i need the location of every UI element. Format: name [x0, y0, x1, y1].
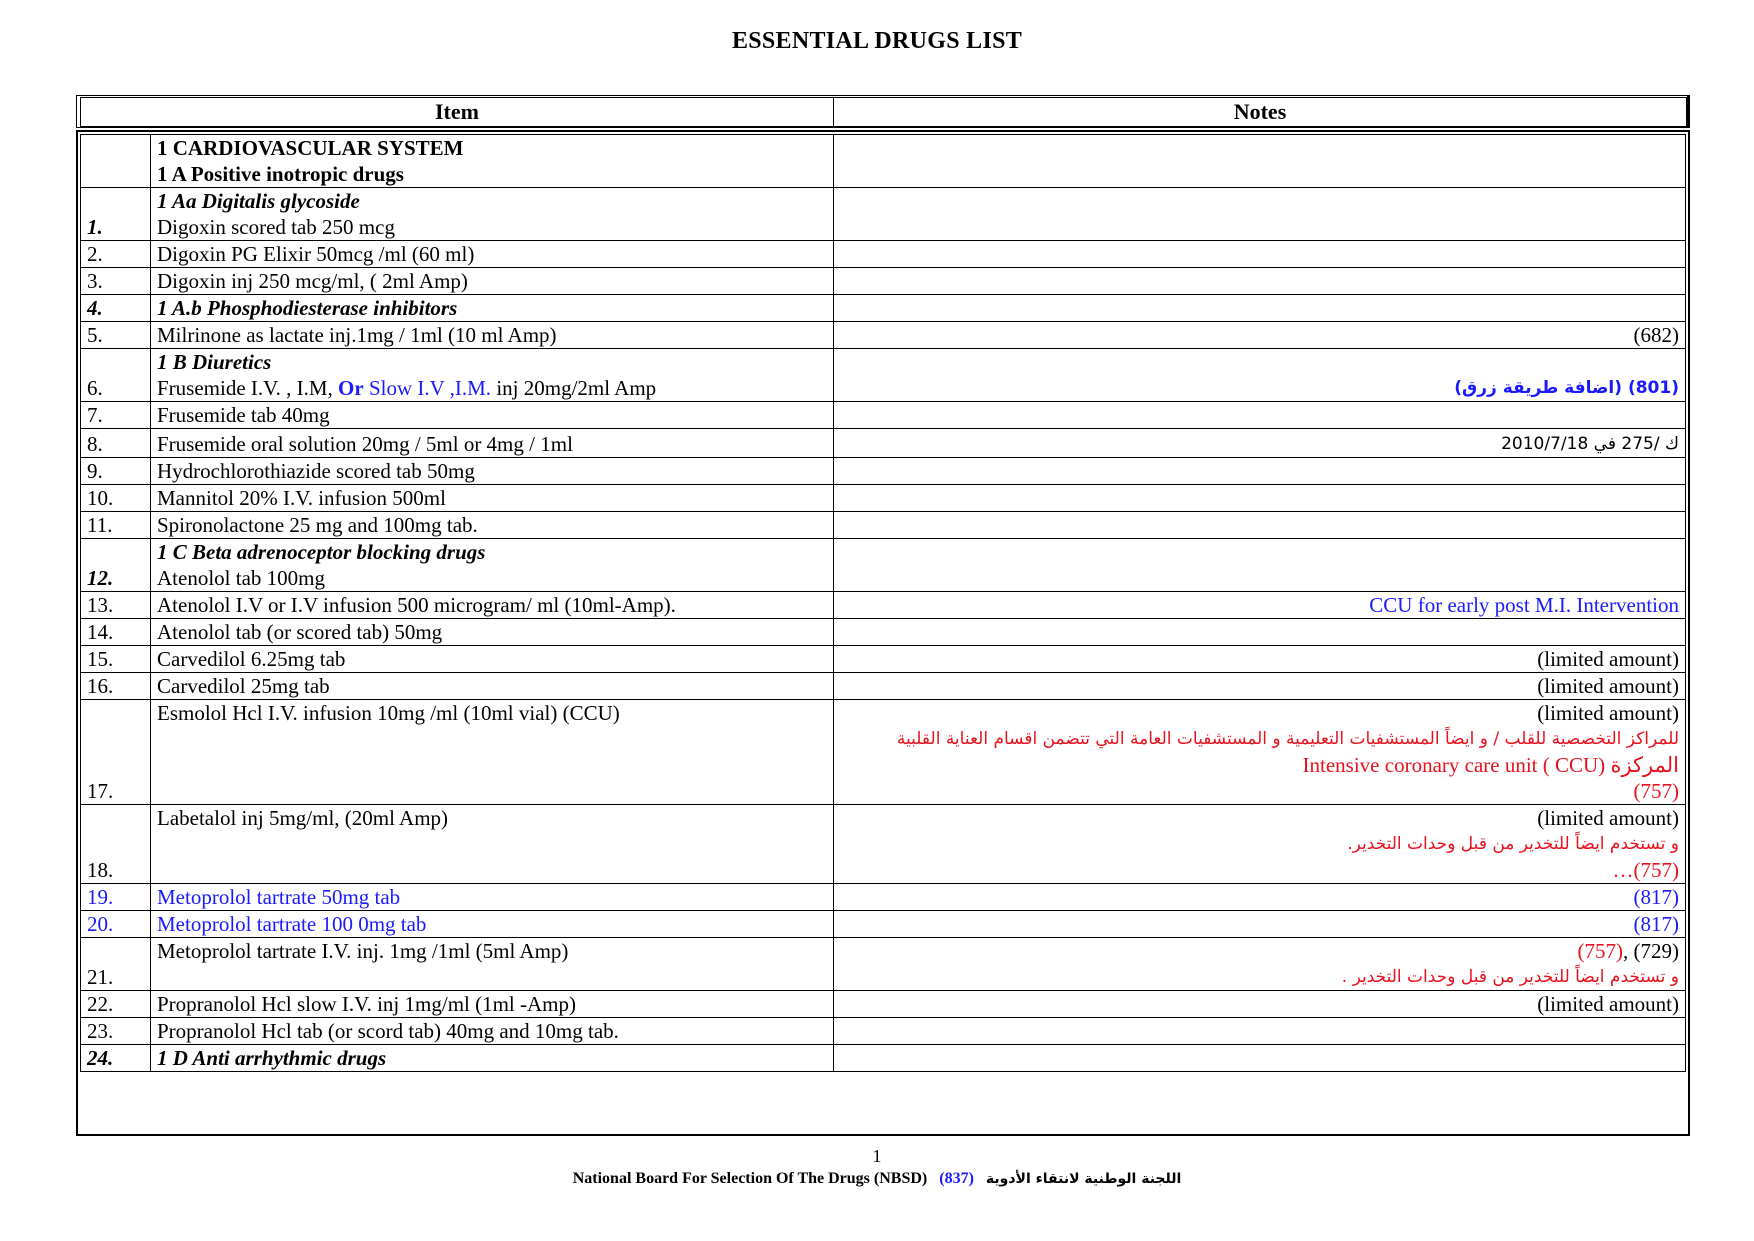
note-text: (limited amount): [1537, 806, 1679, 830]
row-number: 23.: [81, 1018, 151, 1045]
row-item: [151, 188, 834, 241]
table-row: [81, 884, 1686, 911]
row-notes: [834, 512, 1686, 539]
note-text: ك /275 في 2010/7/18: [1501, 434, 1679, 454]
table-row: [81, 268, 1686, 295]
table-row: [81, 592, 1686, 619]
row-notes: [834, 268, 1686, 295]
row-item: Digoxin PG Elixir 50mcg /ml (60 ml): [151, 241, 834, 268]
row-item: Atenolol I.V or I.V infusion 500 microgram/ ml (10ml-Amp).: [151, 592, 834, 619]
table-header: [80, 97, 1687, 127]
row-number: 24.: [81, 1045, 151, 1072]
row-notes: (limited amount): [834, 646, 1686, 673]
row-number: 7.: [81, 402, 151, 429]
row-item: Labetalol inj 5mg/ml, (20ml Amp): [151, 805, 834, 884]
row-number: 22.: [81, 991, 151, 1018]
table-row: [81, 512, 1686, 539]
row-number: 6.: [81, 349, 151, 402]
footer-org-arabic: اللجنة الوطنية لانتقاء الأدوية: [985, 1171, 1182, 1187]
group-heading: 1 D Anti arrhythmic drugs: [151, 1045, 834, 1072]
row-item: Hydrochlorothiazide scored tab 50mg: [151, 458, 834, 485]
table-row: [81, 539, 1686, 592]
table-row: [81, 349, 1686, 402]
table-row: [81, 485, 1686, 512]
item-route-label: Slow I.V ,I.M.: [363, 376, 492, 400]
table-row: [81, 241, 1686, 268]
row-number: 14.: [81, 619, 151, 646]
row-number: 10.: [81, 485, 151, 512]
row-item: [151, 539, 834, 592]
row-notes: (limited amount): [834, 991, 1686, 1018]
row-item: Metoprolol tartrate I.V. inj. 1mg /1ml (5ml Amp): [151, 938, 834, 991]
row-notes: [834, 349, 1686, 402]
row-number: 5.: [81, 322, 151, 349]
footer-organization: [0, 1170, 1754, 1188]
note-text: [840, 938, 1679, 964]
item-text: [157, 375, 827, 401]
group-heading: 1 C Beta adrenoceptor blocking drugs: [157, 540, 486, 564]
row-notes: (817): [834, 911, 1686, 938]
table-row: [81, 1045, 1686, 1072]
table-row: [81, 135, 1686, 188]
row-number: [81, 135, 151, 188]
group-heading: 1 B Diuretics: [157, 350, 272, 374]
row-number: 17.: [81, 700, 151, 805]
row-notes: [834, 938, 1686, 991]
row-item: Spironolactone 25 mg and 100mg tab.: [151, 512, 834, 539]
note-ref-red: (757): [1577, 939, 1623, 963]
row-number: 15.: [81, 646, 151, 673]
note-text: (limited amount): [1537, 701, 1679, 725]
row-item: Frusemide oral solution 20mg / 5ml or 4mg / 1ml: [151, 429, 834, 458]
row-item: Digoxin inj 250 mcg/ml, ( 2ml Amp): [151, 268, 834, 295]
row-number: 4.: [81, 295, 151, 322]
subsection-title: 1 A Positive inotropic drugs: [157, 162, 404, 186]
row-item: Metoprolol tartrate 100 0mg tab: [151, 911, 834, 938]
row-item: Metoprolol tartrate 50mg tab: [151, 884, 834, 911]
row-notes: [834, 619, 1686, 646]
row-item: Mannitol 20% I.V. infusion 500ml: [151, 485, 834, 512]
note-text: Intensive coronary care unit ( CCU) المركزة: [1302, 753, 1679, 777]
row-notes: (682): [834, 322, 1686, 349]
table-row: [81, 1018, 1686, 1045]
page-title: ESSENTIAL DRUGS LIST: [731, 28, 1023, 54]
footer-org-number: (837): [939, 1170, 974, 1187]
item-text-part: inj 20mg/2ml Amp: [491, 376, 657, 400]
row-number: 9.: [81, 458, 151, 485]
row-notes: (limited amount): [834, 673, 1686, 700]
row-number: 1.: [81, 188, 151, 241]
note-text-arabic: للمراكز التخصصية للقلب / و ايضاً المستشفيات التعليمية و المستشفيات العامة التي تتضمن اقسام العناية القلبية: [896, 729, 1679, 749]
row-number: 8.: [81, 429, 151, 458]
item-text: Digoxin scored tab 250 mcg: [157, 215, 395, 239]
footer-org-english: National Board For Selection Of The Drugs (NBSD): [572, 1170, 928, 1187]
row-item: Carvedilol 6.25mg tab: [151, 646, 834, 673]
note-text-arabic: و تستخدم ايضاً للتخدير من قبل وحدات التخدير.: [1347, 834, 1679, 854]
table-row: [81, 646, 1686, 673]
row-notes: [834, 1018, 1686, 1045]
item-or-label: Or: [338, 376, 364, 400]
row-number: 13.: [81, 592, 151, 619]
row-number: 12.: [81, 539, 151, 592]
section-title: 1 CARDIOVASCULAR SYSTEM: [157, 136, 464, 160]
row-item: Atenolol tab (or scored tab) 50mg: [151, 619, 834, 646]
row-number: 18.: [81, 805, 151, 884]
row-notes: [834, 1045, 1686, 1072]
row-notes: [834, 241, 1686, 268]
row-notes: [834, 805, 1686, 884]
table-row: [81, 188, 1686, 241]
row-notes: [834, 485, 1686, 512]
row-number: 16.: [81, 673, 151, 700]
row-notes: [834, 402, 1686, 429]
row-number: 20.: [81, 911, 151, 938]
row-number: 11.: [81, 512, 151, 539]
row-number: 2.: [81, 241, 151, 268]
row-notes: (817): [834, 884, 1686, 911]
row-item: Frusemide tab 40mg: [151, 402, 834, 429]
table-row: [81, 402, 1686, 429]
table-row: [81, 322, 1686, 349]
row-notes: [834, 135, 1686, 188]
note-ref: , (729): [1623, 939, 1679, 963]
row-item: Propranolol Hcl tab (or scord tab) 40mg and 10mg tab.: [151, 1018, 834, 1045]
row-item: Carvedilol 25mg tab: [151, 673, 834, 700]
table-row: [81, 673, 1686, 700]
row-notes: [834, 539, 1686, 592]
row-notes: [834, 700, 1686, 805]
row-item: Esmolol Hcl I.V. infusion 10mg /ml (10ml vial) (CCU): [151, 700, 834, 805]
drugs-table: [80, 134, 1686, 1072]
group-heading: 1 Aa Digitalis glycoside: [157, 189, 360, 213]
row-item: Propranolol Hcl slow I.V. inj 1mg/ml (1ml -Amp): [151, 991, 834, 1018]
item-text: Atenolol tab 100mg: [157, 566, 325, 590]
row-number: 3.: [81, 268, 151, 295]
table-row: [81, 458, 1686, 485]
table-row: [81, 619, 1686, 646]
row-notes: [834, 429, 1686, 458]
row-number: 19.: [81, 884, 151, 911]
note-text-arabic: و تستخدم ايضاً للتخدير من قبل وحدات التخدير .: [1341, 967, 1679, 987]
row-notes: CCU for early post M.I. Intervention: [834, 592, 1686, 619]
table-row: [81, 429, 1686, 458]
table-row: [81, 911, 1686, 938]
note-text: …(757): [1612, 858, 1679, 882]
section-heading: [151, 135, 834, 188]
row-notes: [834, 458, 1686, 485]
column-header-item: Item: [81, 98, 834, 126]
table-row: [81, 805, 1686, 884]
table-row: [81, 938, 1686, 991]
group-heading: 1 A.b Phosphodiesterase inhibitors: [151, 295, 834, 322]
row-notes: [834, 295, 1686, 322]
table-row: [81, 991, 1686, 1018]
table-row: [81, 295, 1686, 322]
table-row: [81, 700, 1686, 805]
row-item: Milrinone as lactate inj.1mg / 1ml (10 ml Amp): [151, 322, 834, 349]
note-text: (801) (اضافة طريقة زرق): [1454, 378, 1679, 398]
row-item: [151, 349, 834, 402]
item-text-part: Frusemide I.V. , I.M,: [157, 376, 339, 400]
note-text: (757): [1633, 779, 1679, 803]
page-number: 1: [872, 1146, 882, 1166]
column-header-notes: Notes: [1233, 99, 1287, 124]
row-notes: [834, 188, 1686, 241]
row-number: 21.: [81, 938, 151, 991]
